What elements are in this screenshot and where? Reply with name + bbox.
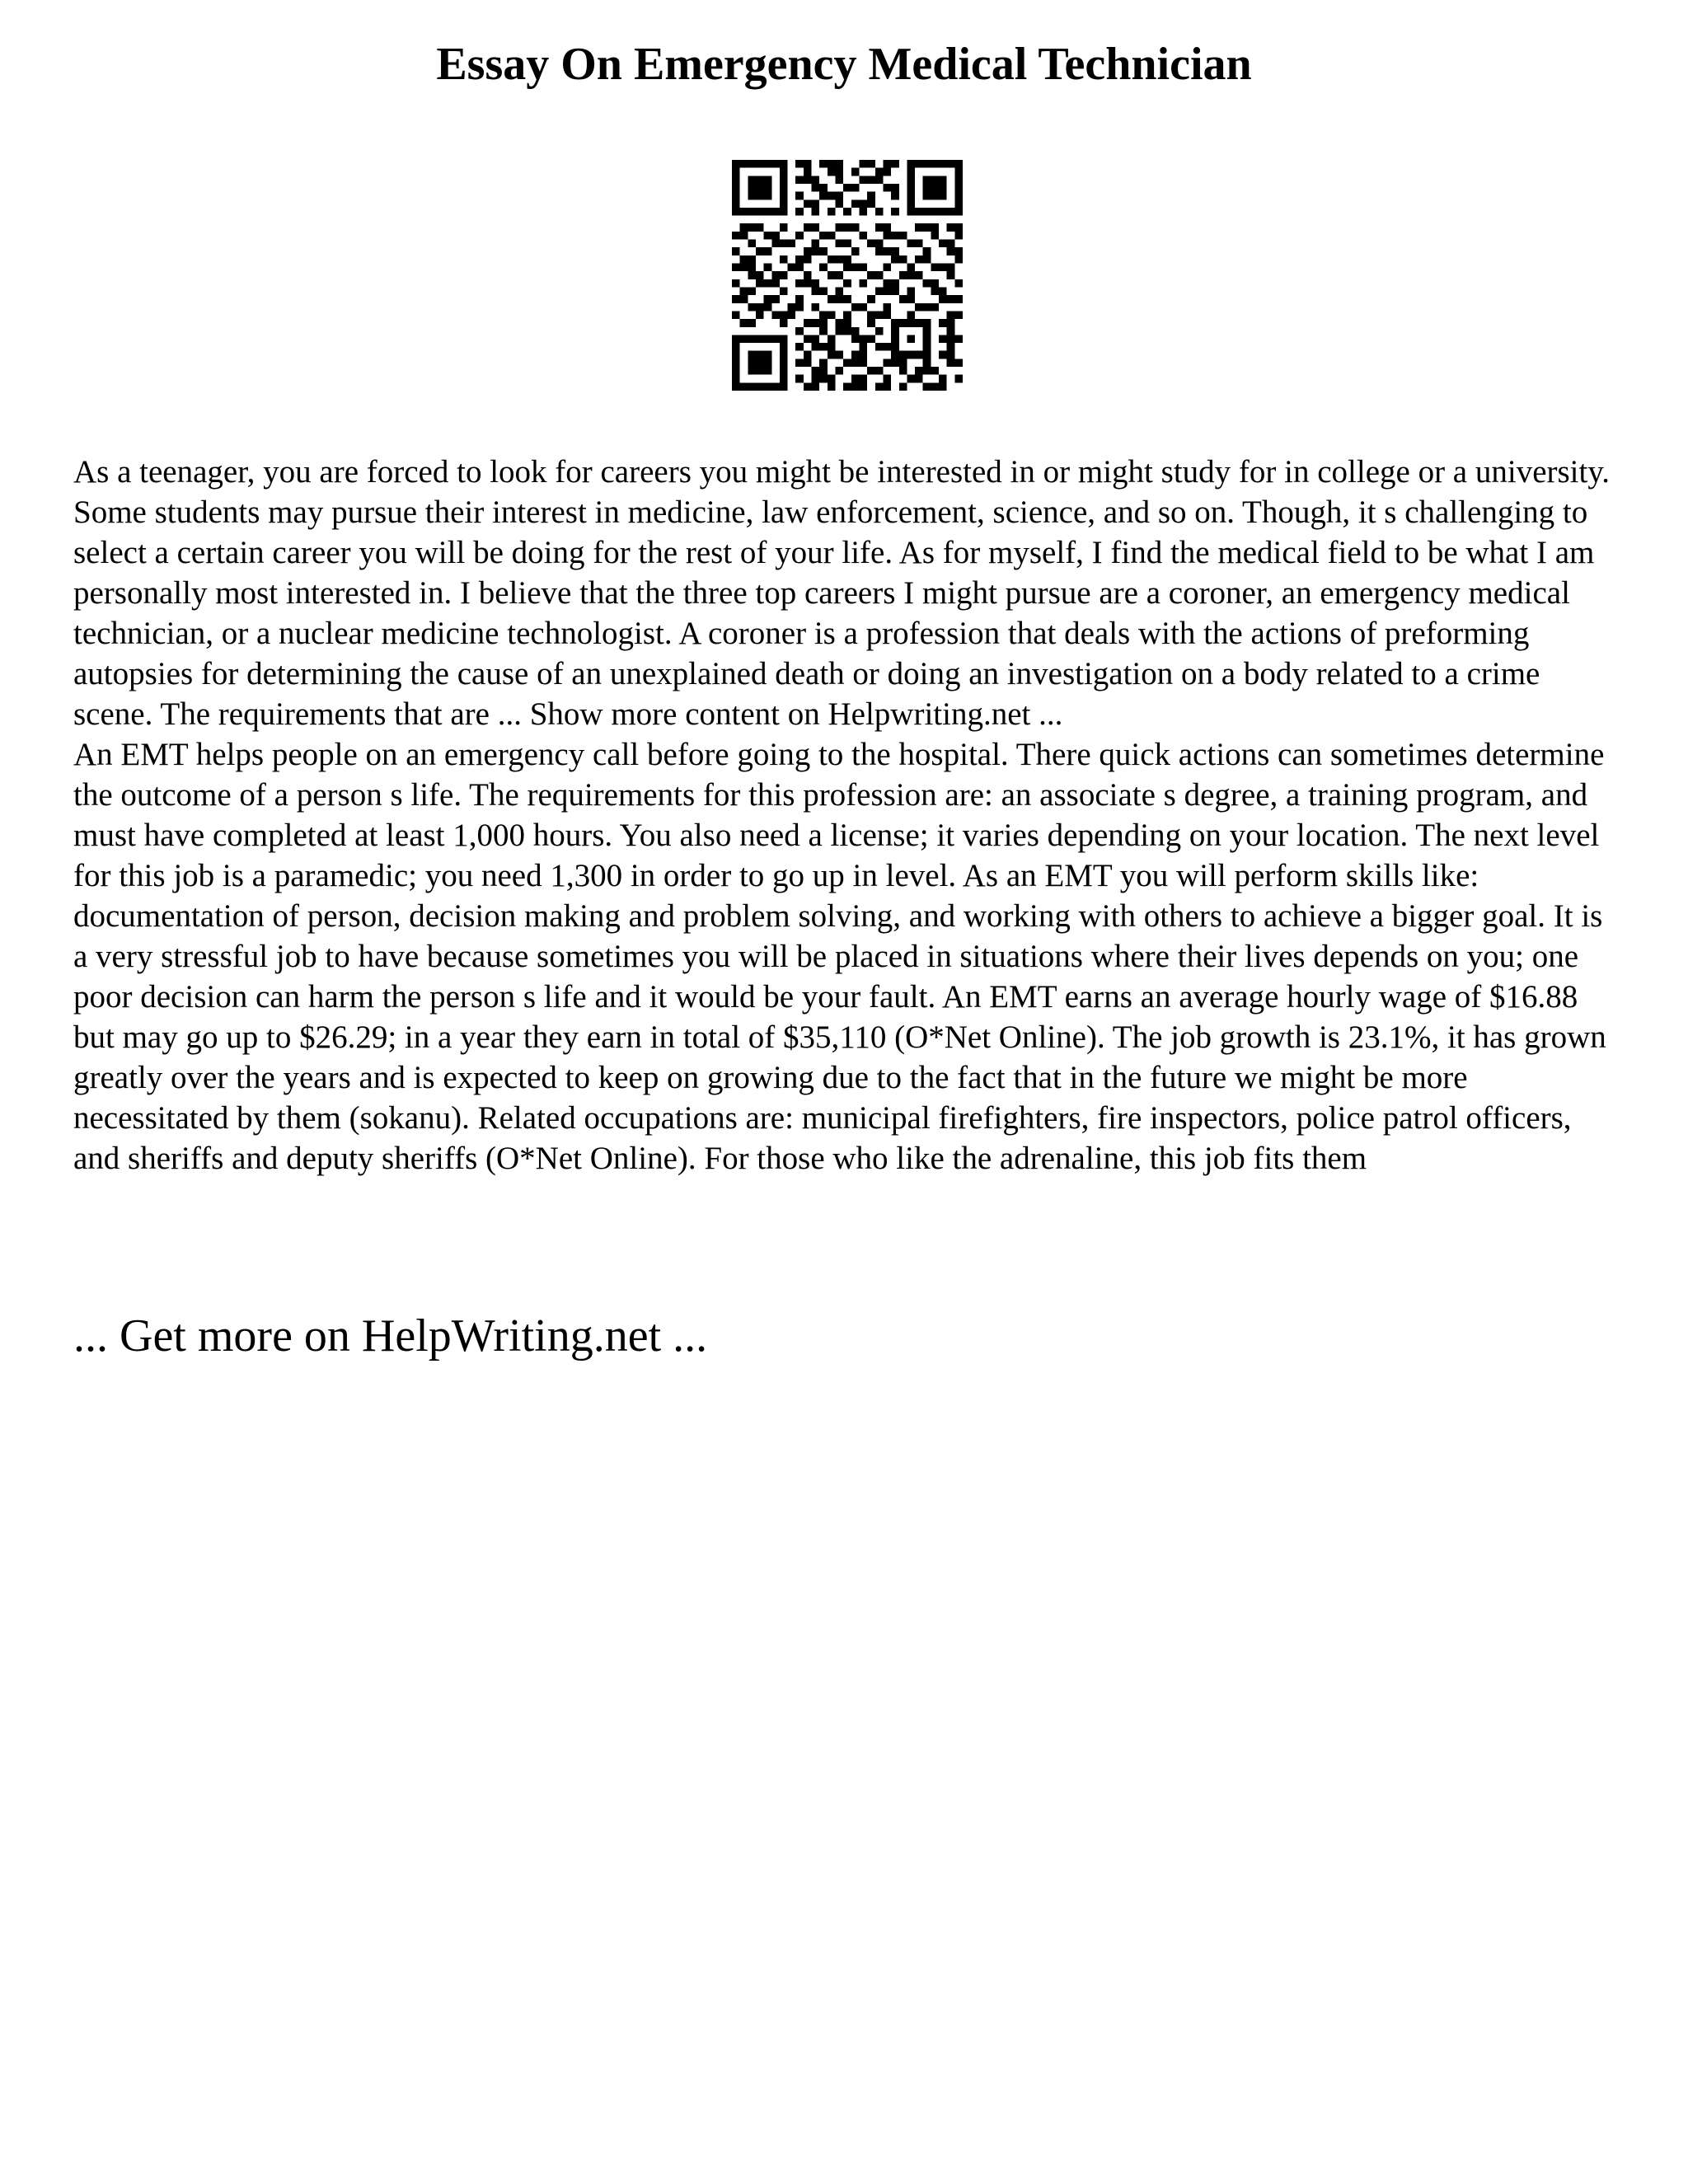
qr-code-graphic (732, 160, 963, 391)
essay-paragraph-1: As a teenager, you are forced to look for careers you might be interested in or might study for in college or a university. Some students may pursue their interest in medicine, law enforcement, science, and so on. Though, it s challenging to select a certain career you will be doing for the rest of your life. As for myself, I find the medical field to be what I am personally most interested in. I believe that the three top careers I might pursue are a coroner, an emergency medical technician, or a nuclear medicine technologist. A coroner is a profession that deals with the actions of preforming autopsies for determining the cause of an unexplained death or doing an investigation on a body related to a crime scene. The requirements that are ... Show more content on Helpwriting.net ... (73, 454, 1611, 732)
essay-body (73, 452, 1623, 1179)
page-title: Essay On Emergency Medical Technician (436, 39, 1252, 90)
qr-code-icon (732, 160, 963, 391)
essay-paragraph-2: An EMT helps people on an emergency call before going to the hospital. There quick actions can sometimes determine the outcome of a person s life. The requirements for this profession are: an associate s degree, a training program, and must have completed at least 1,000 hours. You also need a license; it varies depending on your location. The next level for this job is a paramedic; you need 1,300 in order to go up in level. As an EMT you will perform skills like: documentation of person, decision making and problem solving, and working with others to achieve a bigger goal. It is a very stressful job to have because sometimes you will be placed in situations where their lives depends on you; one poor decision can harm the person s life and it would be your fault. An EMT earns an average hourly wage of $16.88 but may go up to $26.29; in a year they earn in total of $35,110 (O*Net Online). The job growth is 23.1%, it has grown greatly over the years and is expected to keep on growing due to the fact that in the future we might be more necessitated by them (sokanu). Related occupations are: municipal firefighters, fire inspectors, police patrol officers, and sheriffs and deputy sheriffs (O*Net Online). For those who like the adrenaline, this job fits them (73, 737, 1606, 1176)
get-more-link[interactable]: ... Get more on HelpWriting.net ... (73, 1310, 708, 1361)
